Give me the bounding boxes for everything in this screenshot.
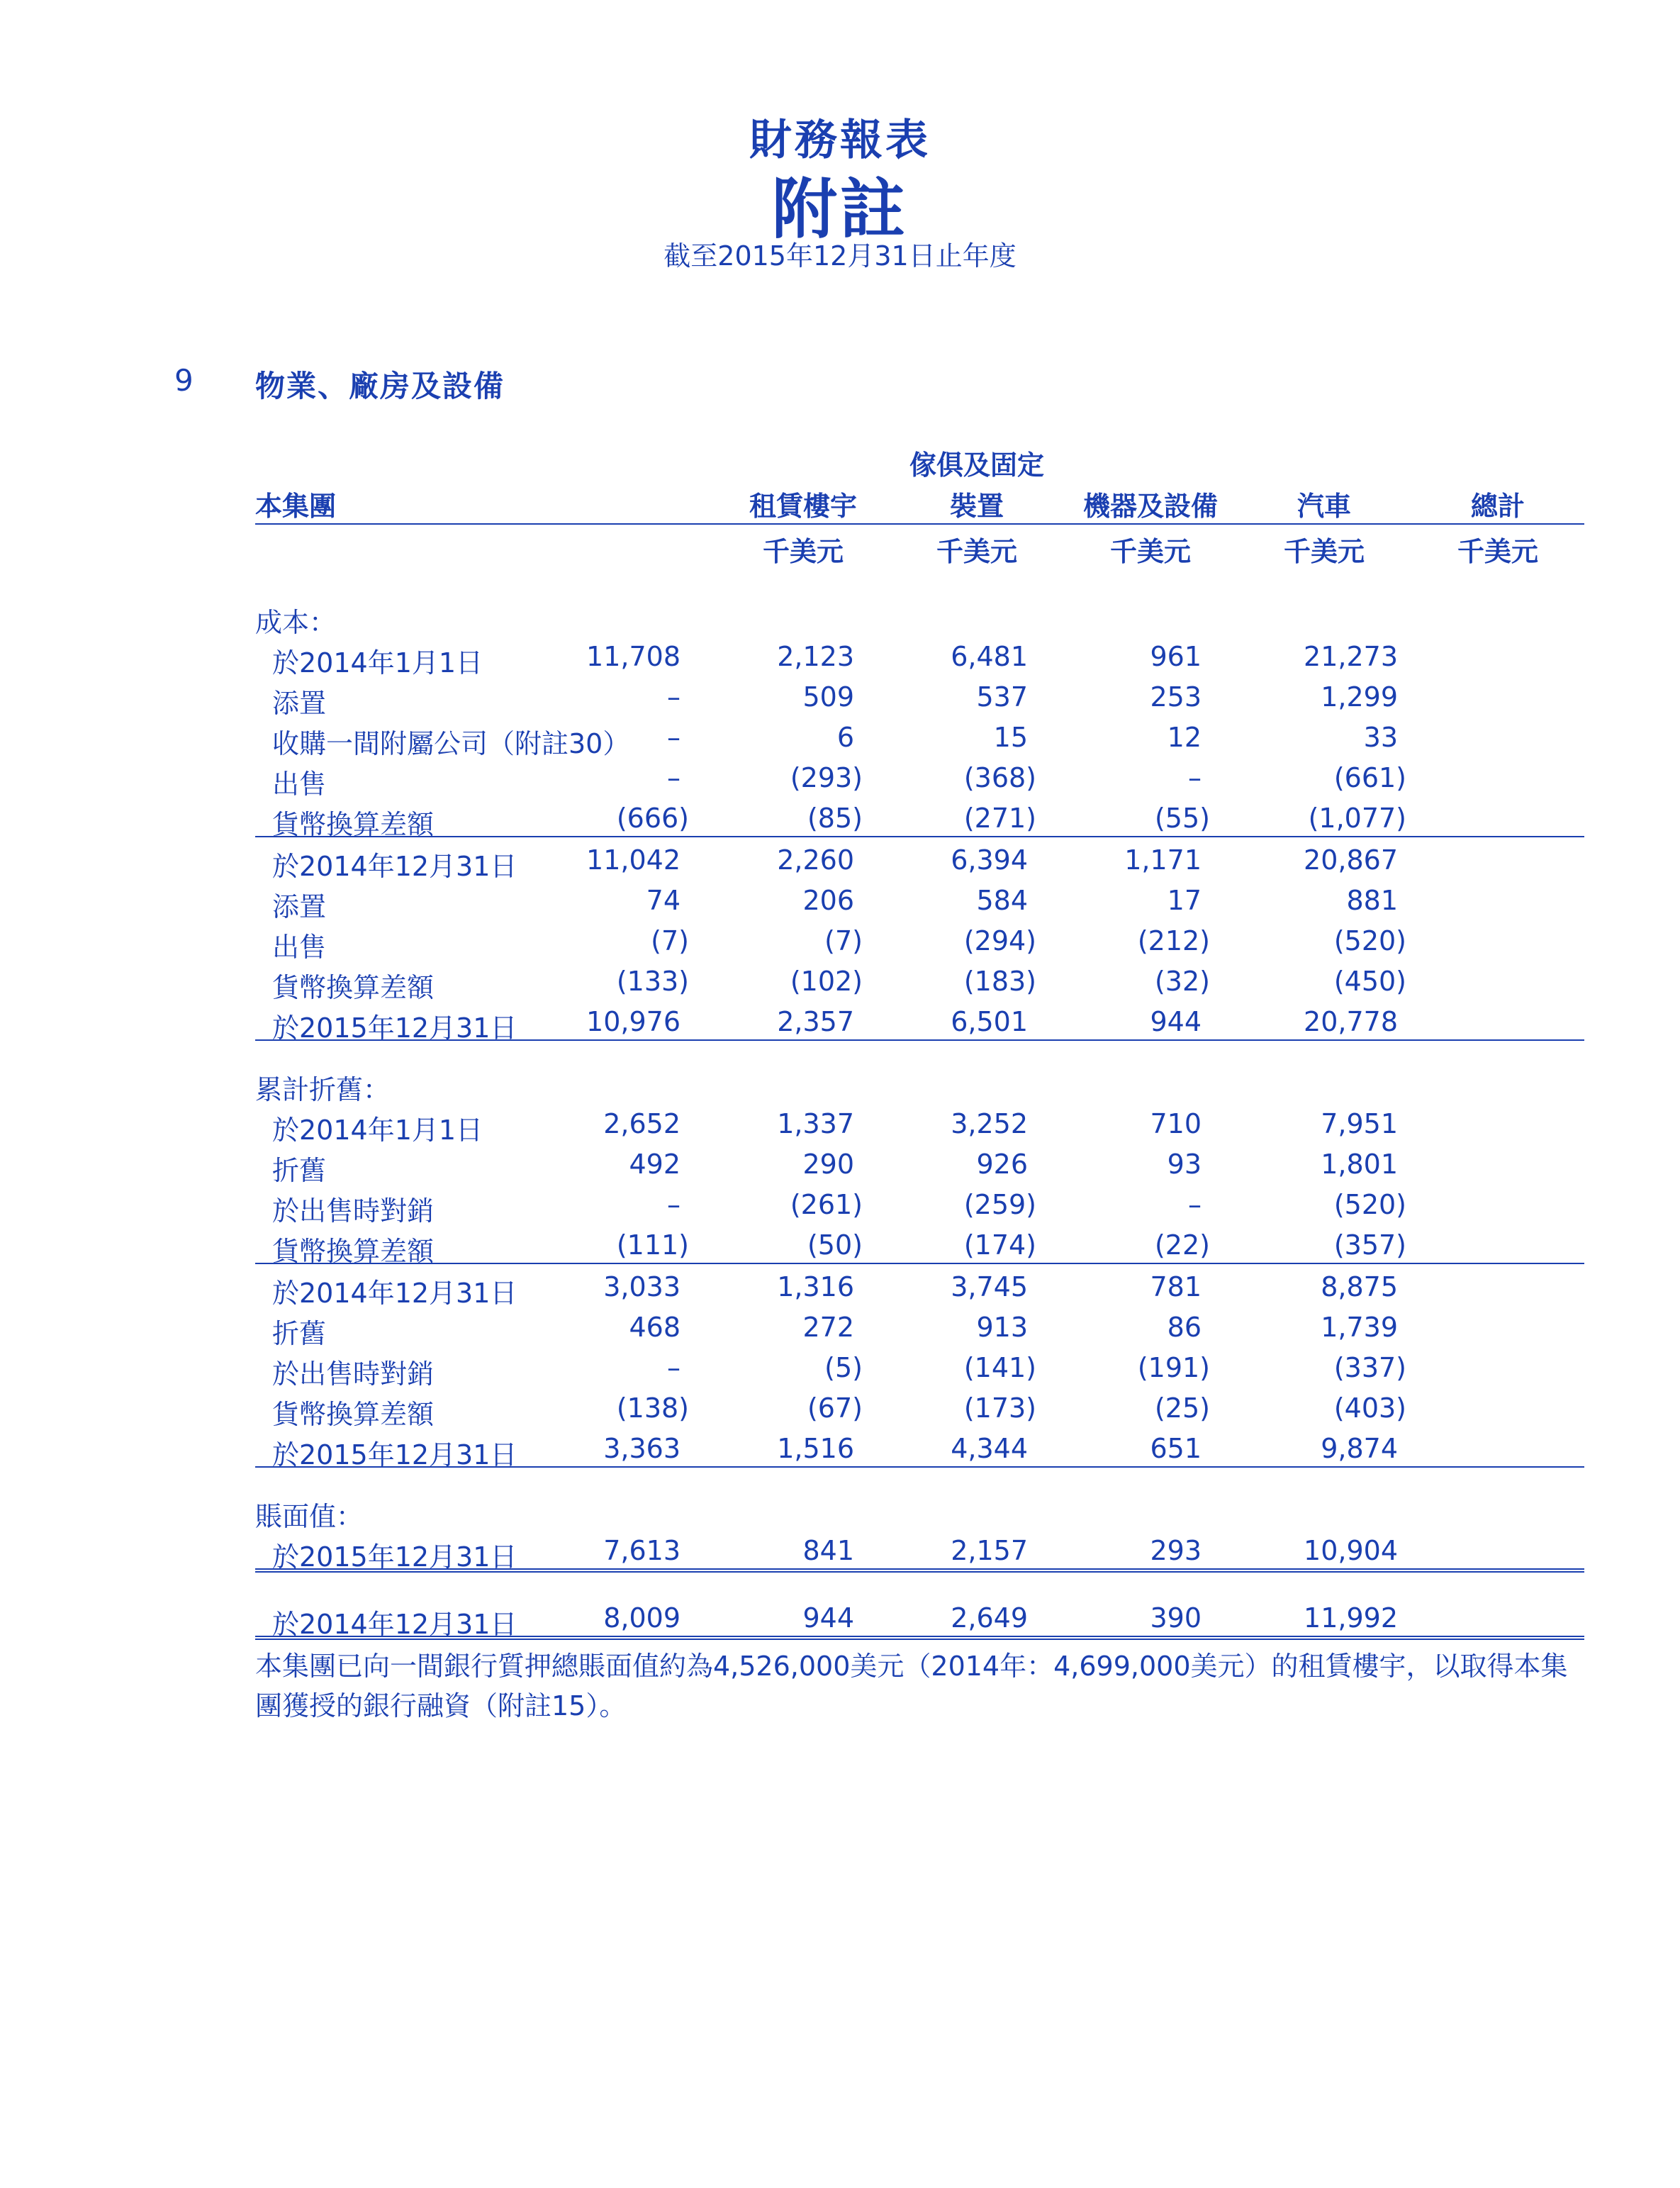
cell-value: (138) [616, 1392, 689, 1424]
row-label: 於出售時對銷 [272, 1358, 435, 1390]
table-row [255, 1263, 1584, 1309]
cell-value: 6 [836, 722, 854, 753]
cell-value: (450) [1333, 966, 1406, 997]
cell-value: 15 [993, 722, 1028, 753]
group-label: 本集團 [255, 491, 337, 522]
cell-value: 2,157 [951, 1535, 1028, 1566]
cell-value: 1,516 [777, 1433, 854, 1464]
cell-value: (261) [790, 1189, 863, 1220]
cell-value: 11,042 [586, 844, 681, 876]
table-row [255, 1385, 1584, 1430]
row-label: 出售 [272, 932, 327, 963]
cell-value: (357) [1333, 1229, 1406, 1261]
cell-value: 11,708 [586, 641, 681, 672]
cell-value: (212) [1137, 925, 1210, 956]
group-title: 賬面值： [255, 1501, 364, 1532]
group-title-row [255, 1061, 1584, 1105]
table-row [255, 959, 1584, 1003]
cell-value: 2,649 [951, 1602, 1028, 1634]
cell-value: 1,739 [1321, 1312, 1398, 1343]
cell-value: (294) [963, 925, 1036, 956]
footnote: 本集團已向一間銀行質押總賬面值約為4,526,000美元（2014年：4,699,000美元）的租賃樓宇，以取得本集團獲授的銀行融資（附註15）。 [255, 1651, 1568, 1721]
cell-value: 206 [802, 885, 854, 916]
cell-value: (7) [651, 925, 689, 956]
cell-value: 3,363 [603, 1433, 681, 1464]
column-header: 租賃樓宇 [749, 491, 858, 522]
cell-value: – [667, 1189, 681, 1220]
cell-value: 9,874 [1321, 1433, 1398, 1464]
cell-value: (293) [790, 762, 863, 793]
cell-value: 6,394 [951, 844, 1028, 876]
cell-value: (666) [616, 803, 689, 834]
cell-value: – [667, 762, 681, 793]
table-row [255, 1142, 1584, 1186]
cell-value: 509 [802, 681, 854, 713]
cell-value: 253 [1150, 681, 1202, 713]
section-number: 9 [174, 363, 194, 398]
column-header: 裝置 [949, 491, 1004, 522]
cell-value: 33 [1363, 722, 1398, 753]
cell-value: 272 [802, 1312, 854, 1343]
group-title-row [255, 593, 1584, 638]
row-label: 於2014年1月1日 [272, 647, 483, 679]
cell-value: (5) [824, 1352, 863, 1383]
table-body [255, 572, 1584, 1640]
cell-value: 290 [802, 1149, 854, 1180]
row-label: 添置 [272, 891, 327, 922]
cell-value: 537 [976, 681, 1028, 713]
cell-value: 93 [1167, 1149, 1202, 1180]
cell-value: 3,252 [951, 1108, 1028, 1139]
cell-value: 4,344 [951, 1433, 1028, 1464]
cell-value: (368) [963, 762, 1036, 793]
cell-value: (520) [1333, 1189, 1406, 1220]
unit-label: 千美元 [936, 536, 1018, 567]
notes-title: 附註 [771, 172, 908, 247]
cell-value: 468 [629, 1312, 681, 1343]
cell-value: 492 [629, 1149, 681, 1180]
table-row [255, 1222, 1584, 1267]
cell-value: (403) [1333, 1392, 1406, 1424]
table-row [255, 755, 1584, 800]
cell-value: 926 [976, 1149, 1028, 1180]
row-label: 貨幣換算差額 [272, 972, 435, 1003]
cell-value: – [1188, 1189, 1202, 1220]
row-label: 於2015年12月31日 [272, 1541, 517, 1573]
row-label: 折舊 [272, 1318, 327, 1349]
cell-value: (661) [1333, 762, 1406, 793]
group-title: 累計折舊： [255, 1074, 391, 1105]
cell-value: (7) [824, 925, 863, 956]
ppe-table [255, 436, 1584, 1640]
cell-value: 10,904 [1304, 1535, 1398, 1566]
row-label: 於2014年12月31日 [272, 851, 517, 882]
table-row [255, 674, 1584, 719]
cell-value: 3,033 [603, 1271, 681, 1302]
cell-value: (133) [616, 966, 689, 997]
cell-value: 913 [976, 1312, 1028, 1343]
cell-value: 74 [646, 885, 681, 916]
cell-value: 710 [1150, 1108, 1202, 1139]
table-row [255, 878, 1584, 922]
cell-value: (191) [1137, 1352, 1210, 1383]
cell-value: 2,652 [603, 1108, 681, 1139]
cell-value: 8,875 [1321, 1271, 1398, 1302]
table-row [255, 1426, 1584, 1468]
cell-value: 3,745 [951, 1271, 1028, 1302]
cell-value: (32) [1154, 966, 1210, 997]
cell-value: 86 [1167, 1312, 1202, 1343]
row-label: 收購一間附屬公司（附註30） [272, 728, 630, 759]
cell-value: 20,867 [1304, 844, 1398, 876]
cell-value: 651 [1150, 1433, 1202, 1464]
cell-value: 12 [1167, 722, 1202, 753]
cell-value: 944 [1150, 1006, 1202, 1037]
cell-value: – [1188, 762, 1202, 793]
row-label: 於2014年1月1日 [272, 1115, 483, 1146]
cell-value: 961 [1150, 641, 1202, 672]
group-spacer [255, 572, 1584, 593]
row-label: 貨幣換算差額 [272, 1399, 435, 1430]
cell-value: (337) [1333, 1352, 1406, 1383]
cell-value: (271) [963, 803, 1036, 834]
table-row [255, 836, 1584, 882]
table-row [255, 1101, 1584, 1146]
row-label: 貨幣換算差額 [272, 809, 435, 840]
cell-value: 841 [802, 1535, 854, 1566]
row-label: 於出售時對銷 [272, 1195, 435, 1227]
cell-value: (50) [807, 1229, 863, 1261]
cell-value: 293 [1150, 1535, 1202, 1566]
cell-value: 1,299 [1321, 681, 1398, 713]
cell-value: (1,077) [1308, 803, 1406, 834]
row-label: 於2014年12月31日 [272, 1278, 517, 1309]
cell-value: 944 [802, 1602, 854, 1634]
unit-row [255, 525, 1584, 572]
row-spacer [255, 1573, 1584, 1595]
header-row-top [255, 436, 1584, 479]
unit-label: 千美元 [1283, 536, 1365, 567]
row-label: 於2015年12月31日 [272, 1012, 517, 1044]
table-row [255, 1182, 1584, 1227]
report-title: 財務報表 [749, 116, 931, 165]
cell-value: 1,316 [777, 1271, 854, 1302]
cell-value: 1,801 [1321, 1149, 1398, 1180]
unit-label: 千美元 [1109, 536, 1192, 567]
cell-value: 11,992 [1304, 1602, 1398, 1634]
unit-label: 千美元 [1457, 536, 1539, 567]
cell-value: 21,273 [1304, 641, 1398, 672]
column-header: 機器及設備 [1082, 491, 1219, 522]
column-header: 汽車 [1297, 491, 1352, 522]
cell-value: 390 [1150, 1602, 1202, 1634]
table-row [255, 796, 1584, 840]
header-row [255, 479, 1584, 525]
cell-value: (141) [963, 1352, 1036, 1383]
cell-value: (25) [1154, 1392, 1210, 1424]
table-row [255, 1528, 1584, 1573]
group-title-row [255, 1487, 1584, 1532]
cell-value: (85) [807, 803, 863, 834]
cell-value: – [667, 722, 681, 753]
table-row [255, 715, 1584, 759]
cell-value: (22) [1154, 1229, 1210, 1261]
group-title: 成本： [255, 607, 337, 638]
table-row [255, 918, 1584, 963]
row-label: 貨幣換算差額 [272, 1236, 435, 1267]
cell-value: 881 [1346, 885, 1398, 916]
header-divider [255, 523, 1584, 525]
table-row [255, 999, 1584, 1044]
cell-value: 8,009 [603, 1602, 681, 1634]
row-label: 於2014年12月31日 [272, 1609, 517, 1640]
cell-value: 7,613 [603, 1535, 681, 1566]
cell-value: – [667, 681, 681, 713]
cell-value: 7,951 [1321, 1108, 1398, 1139]
row-label: 添置 [272, 688, 327, 719]
period-subtitle: 截至2015年12月31日止年度 [663, 240, 1017, 272]
cell-value: 1,171 [1124, 844, 1202, 876]
cell-value: 2,357 [777, 1006, 854, 1037]
table-row [255, 1595, 1584, 1640]
row-label: 出售 [272, 769, 327, 800]
cell-value: 584 [976, 885, 1028, 916]
table-row [255, 1305, 1584, 1349]
unit-label: 千美元 [762, 536, 844, 567]
table-row [255, 634, 1584, 679]
cell-value: 10,976 [586, 1006, 681, 1037]
cell-value: (520) [1333, 925, 1406, 956]
cell-value: 781 [1150, 1271, 1202, 1302]
cell-value: (111) [616, 1229, 689, 1261]
cell-value: (173) [963, 1392, 1036, 1424]
cell-value: 2,123 [777, 641, 854, 672]
section-title: 物業、廠房及設備 [255, 369, 505, 403]
table-row [255, 1345, 1584, 1390]
cell-value: 20,778 [1304, 1006, 1398, 1037]
column-top-label: 傢俱及固定 [909, 450, 1045, 481]
cell-value: (102) [790, 966, 863, 997]
cell-value: (183) [963, 966, 1036, 997]
row-label: 於2015年12月31日 [272, 1439, 517, 1470]
cell-value: (174) [963, 1229, 1036, 1261]
row-label: 折舊 [272, 1155, 327, 1186]
cell-value: 2,260 [777, 844, 854, 876]
cell-value: (259) [963, 1189, 1036, 1220]
cell-value: – [667, 1352, 681, 1383]
cell-value: 17 [1167, 885, 1202, 916]
cell-value: 6,481 [951, 641, 1028, 672]
cell-value: (55) [1154, 803, 1210, 834]
cell-value: (67) [807, 1392, 863, 1424]
cell-value: 6,501 [951, 1006, 1028, 1037]
column-header: 總計 [1470, 491, 1525, 522]
cell-value: 1,337 [777, 1108, 854, 1139]
